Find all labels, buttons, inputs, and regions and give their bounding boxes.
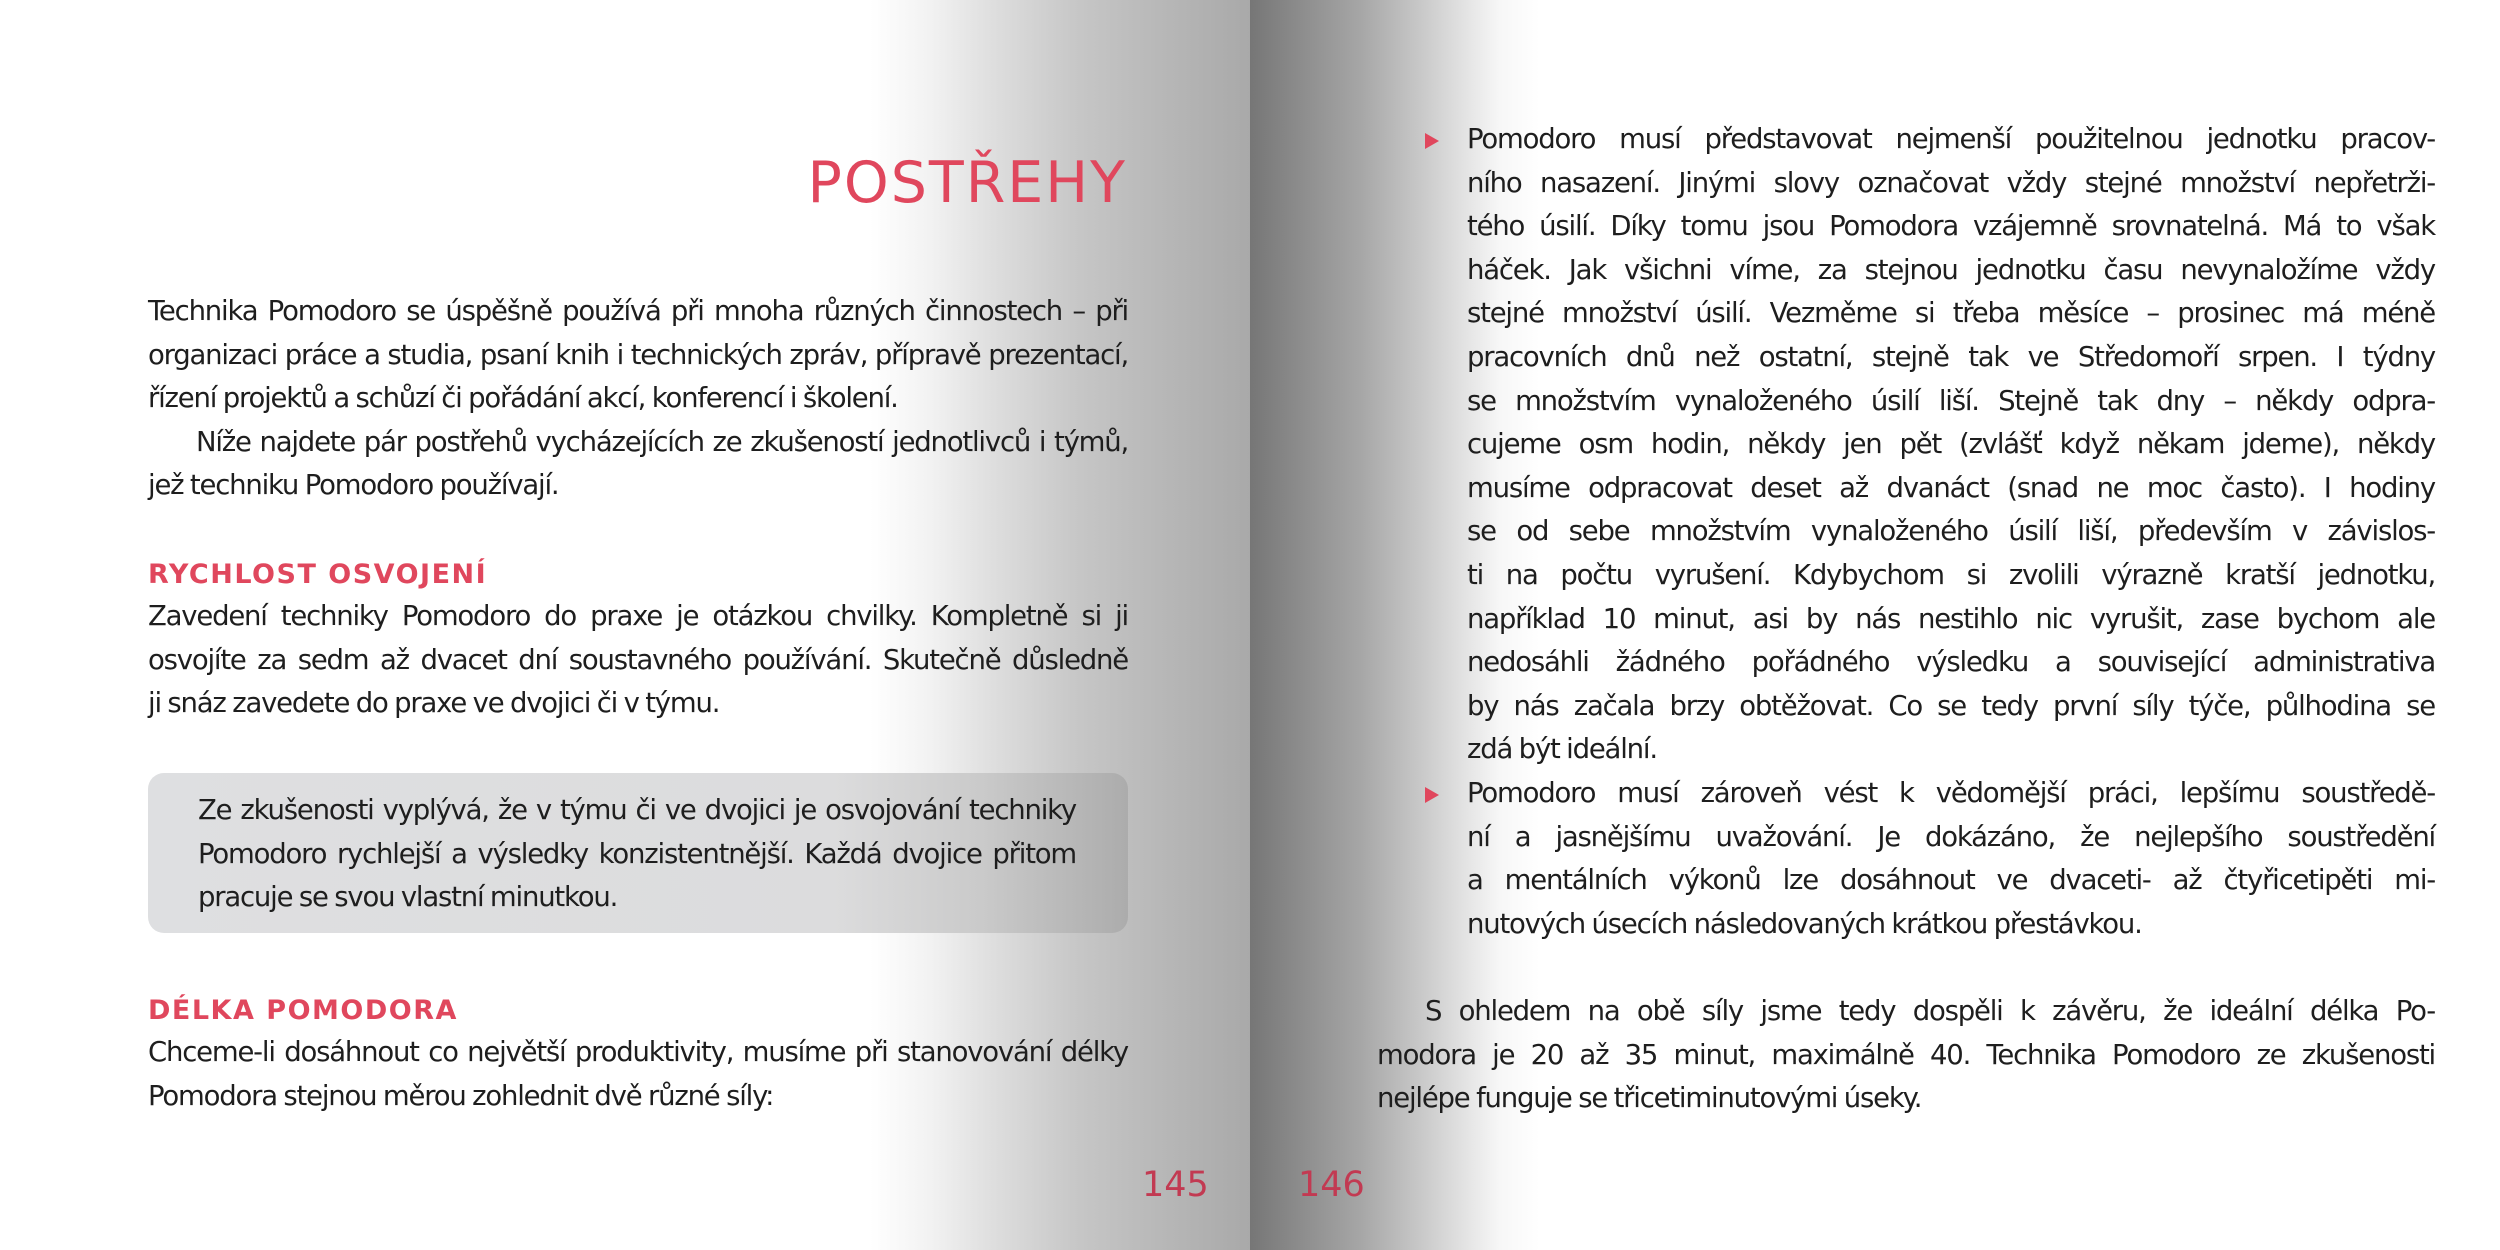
text-line: se množstvím vynaloženého úsilí liší. Stejně tak dny – někdy odpra- (1467, 384, 2435, 417)
text-line: například 10 minut, asi by nás nestihlo nic vyrušit, zase bychom ale (1467, 602, 2435, 635)
text-line: pracuje se svou vlastní minutkou. (198, 881, 618, 914)
text-line: osvojíte za sedm až dvacet dní soustavného používání. Skutečně důsledně (148, 643, 1128, 676)
conclusion-paragraph (1377, 990, 2435, 1121)
text-line: by nás začala brzy obtěžovat. Co se tedy první síly týče, půlhodina se (1467, 689, 2435, 722)
text-line: organizaci práce a studia, psaní knih i technických zpráv, přípravě prezentací, (148, 338, 1128, 371)
text-line: jež techniku Pomodoro používají. (148, 469, 559, 502)
text-line: a mentálních výkonů lze dosáhnout ve dvaceti- až čtyřicetipěti mi- (1467, 864, 2435, 897)
text-line: tého úsilí. Díky tomu jsou Pomodora vzájemně srovnatelná. Má to však (1467, 210, 2435, 243)
intro-paragraph (148, 290, 1128, 508)
section-heading: RYCHLOST OSVOJENÍ (148, 559, 488, 590)
text-line: ního nasazení. Jinými slovy označovat vždy stejné množství nepřetrži- (1467, 166, 2435, 199)
section-heading: DÉLKA POMODORA (148, 995, 458, 1026)
text-line: nejlépe funguje se třicetiminutovými úseky. (1377, 1082, 1922, 1115)
text-line: Ze zkušenosti vyplývá, že v týmu či ve dvojici je osvojování techniky (198, 794, 1076, 826)
text-line: S ohledem na obě síly jsme tedy dospěli k závěru, že ideální délka Po- (1425, 995, 2435, 1027)
section-rychlost-osvojeni (148, 555, 1128, 726)
list-item (1425, 118, 2435, 772)
text-line: cujeme osm hodin, někdy jen pět (zvlášť když někam jdeme), někdy (1467, 428, 2435, 461)
text-line: nedosáhli žádného pořádného výsledku a související administrativa (1467, 646, 2435, 679)
text-line: Pomodoro musí zároveň vést k vědomější práci, lepšímu soustředě- (1467, 776, 2435, 809)
text-line: ti na počtu vyrušení. Kdybychom si zvolili výrazně kratší jednotku, (1467, 558, 2435, 591)
text-line: Pomodora stejnou měrou zohlednit dvě různé síly: (148, 1079, 774, 1112)
text-line: háček. Jak všichni víme, za stejnou jednotku času nevynaložíme vždy (1467, 253, 2435, 286)
page-title: POSTŘEHY (807, 150, 1127, 217)
text-line: Pomodoro rychlejší a výsledky konzistentnější. Každá dvojice přitom (198, 837, 1076, 870)
text-line: Pomodoro musí představovat nejmenší použitelnou jednotku pracov- (1467, 123, 2435, 155)
triangle-bullet-icon (1425, 787, 1439, 803)
page-number-right: 146 (1298, 1165, 1365, 1205)
text-line: stejné množství úsilí. Vezměme si třeba měsíce – prosinec má méně (1467, 297, 2435, 330)
text-line: Zavedení techniky Pomodoro do praxe je otázkou chvilky. Kompletně si ji (148, 600, 1128, 632)
text-line: musíme odpracovat deset až dvanáct (snad ne moc často). I hodiny (1467, 471, 2435, 504)
text-line: ní a jasnějšímu uvažování. Je dokázáno, že nejlepšího soustředění (1467, 820, 2435, 853)
bullet-list (1425, 118, 2435, 946)
text-line: zdá být ideální. (1467, 733, 1657, 766)
list-item (1425, 772, 2435, 946)
page-number-left: 145 (1142, 1165, 1209, 1205)
text-line: se od sebe množstvím vynaloženého úsilí liší, především v závislos- (1467, 515, 2435, 548)
text-line: řízení projektů a schůzí či pořádání akcí, konferencí i školení. (148, 382, 898, 415)
text-line: ji snáz zavedete do praxe ve dvojici či v týmu. (148, 687, 720, 720)
text-line: nutových úsecích následovaných krátkou přestávkou. (1467, 907, 2142, 940)
callout-box (148, 773, 1128, 933)
section-delka-pomodora (148, 991, 1128, 1118)
text-line: modora je 20 až 35 minut, maximálně 40. Technika Pomodoro ze zkušenosti (1377, 1038, 2435, 1071)
text-line: pracovních dnů než ostatní, stejně tak ve Středomoří srpen. I týdny (1467, 340, 2435, 373)
text-line: Technika Pomodoro se úspěšně používá při mnoha různých činnostech – při (148, 295, 1128, 327)
text-line: Níže najdete pár postřehů vycházejících ze zkušeností jednotlivců i týmů, (196, 425, 1128, 458)
text-line: Chceme-li dosáhnout co největší produktivity, musíme při stanovování délky (148, 1036, 1128, 1068)
triangle-bullet-icon (1425, 133, 1439, 149)
